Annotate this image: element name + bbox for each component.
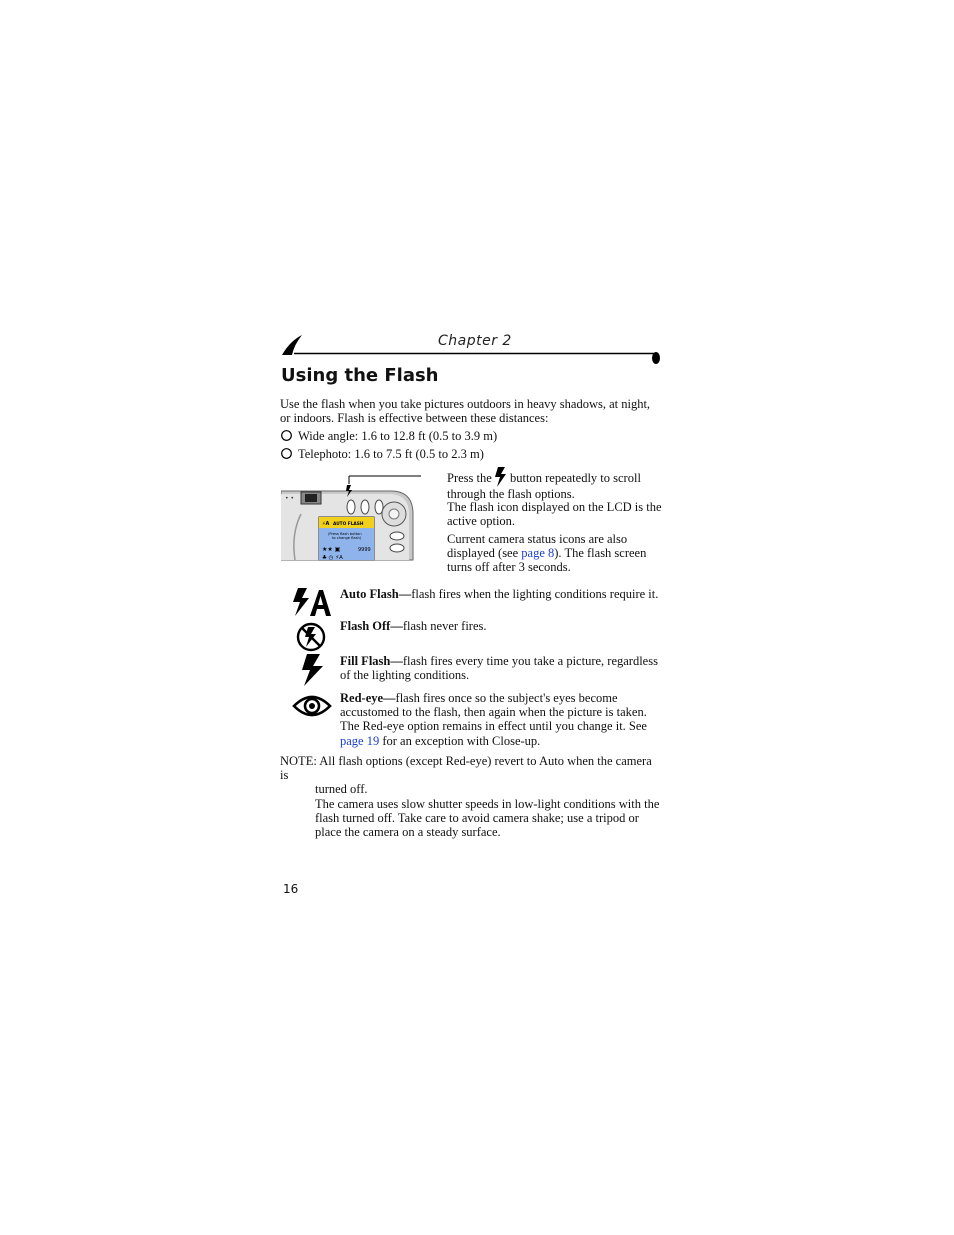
- page-number: 16: [283, 882, 299, 896]
- camera-illustration: [281, 474, 441, 562]
- svg-text:★★ ▣: ★★ ▣: [322, 546, 341, 553]
- red-eye-description: Red-eye—flash fires once so the subject's eyes become accustomed to the flash, then again when the picture is taken. The Red-eye option remains in effect until you change it. See page 19 for an exception with Close-up.: [340, 691, 647, 748]
- svg-text:• •: • •: [285, 495, 294, 502]
- list-item: Wide angle: 1.6 to 12.8 ft (0.5 to 3.9 m): [280, 429, 660, 443]
- page-title: Using the Flash: [281, 365, 439, 386]
- status-instruction: Current camera status icons are also displayed (see page 8). The flash screen turns off after 3 seconds.: [447, 532, 647, 575]
- svg-text:to change flash): to change flash): [332, 536, 362, 540]
- lcd-mode-label: AUTO FLASH: [333, 522, 364, 527]
- svg-text:⚡A: ⚡A: [322, 521, 330, 527]
- note-block: NOTE: All flash options (except Red-eye) revert to Auto when the camera is turned off. The camera uses slow shutter speeds in low-light conditions with the flash turned off. Take care to avoid camera shake; use a tripod or place the camera on a steady surface.: [280, 754, 660, 840]
- fill-flash-icon: [300, 653, 326, 687]
- flash-off-icon: [295, 621, 327, 653]
- list-item: Telephoto: 1.6 to 7.5 ft (0.5 to 2.3 m): [280, 447, 660, 461]
- fill-flash-description: Fill Flash—flash fires every time you take a picture, regardless of the lighting conditions.: [340, 654, 658, 683]
- press-instruction: Press the button repeatedly to scroll through the flash options.: [447, 467, 662, 501]
- chapter-label: Chapter 2: [438, 333, 512, 349]
- flash-off-description: Flash Off—flash never fires.: [340, 619, 487, 633]
- flash-button-icon: [495, 467, 507, 487]
- circle-bullet-icon: [280, 429, 293, 442]
- auto-flash-icon: [292, 586, 332, 618]
- page-19-link[interactable]: page 19: [340, 733, 380, 748]
- svg-text:♣ ◷ ⚡A: ♣ ◷ ⚡A: [322, 555, 343, 561]
- intro-paragraph: Use the flash when you take pictures outdoors in heavy shadows, at night, or indoors. Flash is effective between these distances:: [280, 397, 651, 426]
- lcd-instruction: The flash icon displayed on the LCD is the active option.: [447, 500, 662, 529]
- red-eye-icon: [292, 692, 332, 720]
- svg-text:(Press flash button: (Press flash button: [328, 532, 362, 536]
- circle-bullet-icon: [280, 447, 293, 460]
- auto-flash-description: Auto Flash—flash fires when the lighting conditions require it.: [340, 587, 659, 601]
- lcd-count: 9999: [358, 547, 371, 553]
- page-8-link[interactable]: page 8: [521, 546, 555, 561]
